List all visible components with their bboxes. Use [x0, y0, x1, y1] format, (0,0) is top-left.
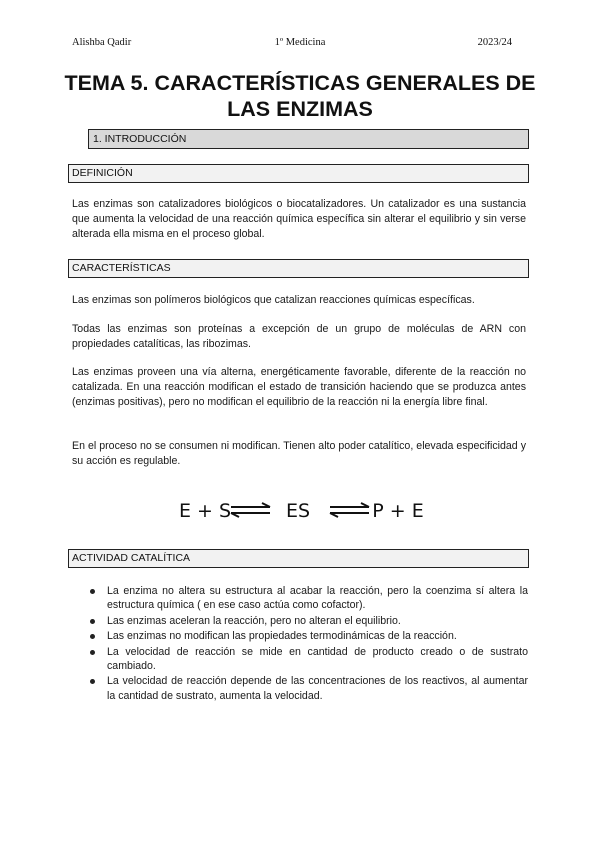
bullet-text: La velocidad de reacción se mide en cantidad de producto creado o de sustrato cambiado. — [107, 645, 528, 673]
reaction-equation — [0, 498, 600, 524]
definicion-heading: DEFINICIÓN — [68, 164, 529, 183]
caracteristicas-paragraph-4: En el proceso no se consumen ni modifican. Tienen alto poder catalítico, elevada especificidad y su acción es regulable. — [72, 440, 526, 468]
definicion-paragraph: Las enzimas son catalizadores biológicos o biocatalizadores. Un catalizador es una sustancia que aumenta la velocidad de una reacción química específica sin alterar el equilibrio y sin verse alterada ella misma en el proceso global. — [72, 198, 526, 241]
equation-products: P + E — [372, 500, 424, 522]
list-item — [88, 629, 528, 643]
caracteristicas-paragraph-3: Las enzimas proveen una vía alterna, energéticamente favorable, diferente de la reacción no catalizada. En una reacción modifican el estado de transición haciendo que se produzca antes (enzimas positivas), pero no modifican el equilibrio de la reacción ni la energía libre final. — [72, 366, 526, 409]
bullet-text: Las enzimas no modifican las propiedades termodinámicas de la reacción. — [107, 630, 457, 643]
header-author: Alishba Qadir — [72, 37, 132, 48]
list-item — [88, 674, 528, 703]
caracteristicas-paragraph-2: Todas las enzimas son proteínas a excepción de un grupo de moléculas de ARN con propiedades catalíticas, las ribozimas. — [72, 323, 526, 351]
header-year: 2023/24 — [477, 37, 512, 48]
page-title-line-1: TEMA 5. CARACTERÍSTICAS GENERALES DE — [64, 71, 536, 95]
equilibrium-arrow-icon — [330, 503, 369, 517]
caracteristicas-heading: CARACTERÍSTICAS — [68, 259, 529, 278]
equation-reactants: E + S — [178, 500, 232, 522]
bullet-text: La enzima no altera su estructura al acabar la reacción, pero la coenzima sí altera la estructura química ( en ese caso actúa como cofactor). — [107, 585, 528, 612]
actividad-bullet-list — [88, 584, 528, 704]
bullet-dot-icon — [90, 650, 95, 655]
bullet-text: La velocidad de reacción depende de las concentraciones de los reactivos, al aumentar la cantidad de sustrato, aumenta la velocidad. — [107, 675, 528, 702]
page-title-line-2: LAS ENZIMAS — [227, 97, 373, 121]
bullet-dot-icon — [90, 634, 95, 639]
bullet-dot-icon — [90, 679, 95, 684]
page-title — [60, 70, 540, 122]
header-course: 1º Medicina — [274, 37, 326, 48]
intro-heading: 1. INTRODUCCIÓN — [88, 129, 529, 149]
list-item — [88, 645, 528, 674]
reaction-equation-graphic — [0, 498, 600, 524]
equilibrium-arrow-icon — [231, 503, 270, 517]
bullet-dot-icon — [90, 619, 95, 624]
list-item — [88, 614, 528, 628]
caracteristicas-paragraph-1: Las enzimas son polímeros biológicos que catalizan reacciones químicas específicas. — [72, 294, 475, 306]
actividad-heading: ACTIVIDAD CATALÍTICA — [68, 549, 529, 568]
bullet-text: Las enzimas aceleran la reacción, pero no alteran el equilibrio. — [107, 614, 401, 627]
equation-complex: ES — [285, 500, 311, 522]
list-item — [88, 584, 528, 613]
bullet-dot-icon — [90, 589, 95, 594]
